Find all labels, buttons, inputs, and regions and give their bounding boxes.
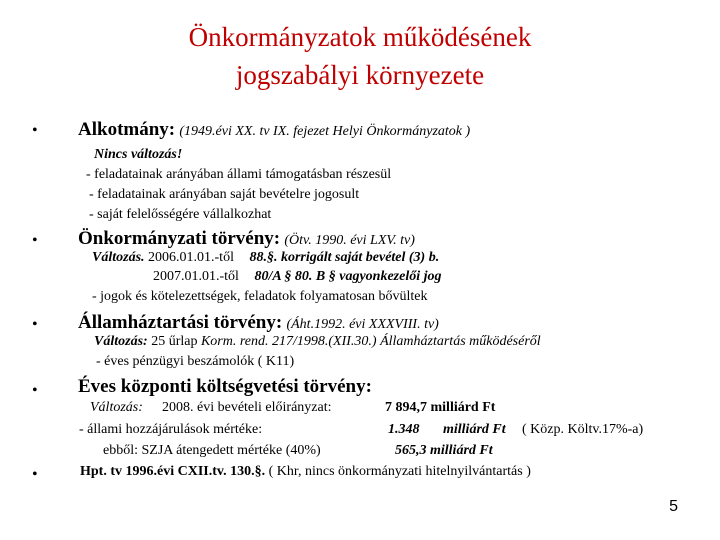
change-row	[94, 334, 541, 350]
section-hpt	[80, 464, 531, 480]
section-reference: (Ötv. 1990. évi LXV. tv)	[284, 233, 415, 248]
change-label-text: Változás:	[90, 400, 143, 415]
slide-title	[0, 18, 720, 94]
section-koltsegvetesi-torveny	[78, 376, 372, 398]
change-text: 25 űrlap	[151, 334, 198, 349]
change-label	[90, 400, 143, 416]
section-reference: (Áht.1992. évi XXXVIII. tv)	[286, 317, 439, 332]
bullet-dot: •	[32, 466, 38, 483]
row-label: - állami hozzájárulások mértéke:	[79, 422, 263, 437]
row-label: ebből: SZJA átengedett mértéke (40%)	[103, 443, 321, 458]
list-item: - feladatainak arányában saját bevételre jogosult	[89, 187, 360, 202]
no-change-note: Nincs változás!	[94, 147, 183, 162]
section-heading: Államháztartási törvény:	[78, 312, 283, 333]
section-reference: (1949.évi XX. tv IX. fejezet Helyi Önkormányzatok )	[179, 124, 471, 139]
change-text: 80/A § 80. B § vagyonkezelői jog	[254, 269, 442, 284]
section-onkormanyzati-torveny	[78, 228, 415, 250]
row-value: 1.348	[388, 422, 420, 437]
change-text: 88.§. korrigált saját bevétel (3) b.	[249, 250, 440, 265]
hpt-note: ( Khr, nincs önkormányzati hitelnyilvántartás )	[268, 464, 531, 479]
bullet-dot: •	[32, 232, 38, 249]
change-date: 2006.01.01.-től	[148, 250, 234, 265]
title-line-2: jogszabályi környezete	[235, 60, 485, 90]
section-heading: Önkormányzati törvény:	[78, 228, 281, 249]
list-item: - jogok és kötelezettségek, feladatok folyamatosan bővültek	[92, 289, 428, 304]
list-item: - éves pénzügyi beszámolók ( K11)	[96, 354, 295, 369]
row-unit: milliárd Ft	[443, 422, 506, 437]
bullet-dot: •	[32, 122, 38, 139]
change-label: Változás:	[94, 334, 148, 349]
change-date: 2007.01.01.-től	[153, 269, 239, 284]
change-label: Változás.	[92, 250, 145, 265]
change-row-1	[92, 250, 439, 266]
hpt-reference: Hpt. tv 1996.évi CXII.tv. 130.§.	[80, 464, 266, 479]
section-allamhaztartasi-torveny	[78, 312, 439, 334]
row-value: 565,3 milliárd Ft	[395, 443, 493, 458]
change-row-2	[153, 269, 442, 285]
section-heading: Éves központi költségvetési törvény:	[78, 376, 372, 397]
section-alkotmany	[78, 119, 470, 141]
page-number: 5	[669, 498, 678, 515]
list-item: - saját felelősségére vállalkozhat	[89, 207, 272, 222]
change-text: Korm. rend. 217/1998.(XII.30.) Államháztartás működéséről	[200, 334, 541, 349]
change-text: 2008. évi bevételi előirányzat:	[162, 400, 332, 415]
row-note: ( Közp. Költv.17%-a)	[522, 422, 644, 437]
bullet-dot: •	[32, 316, 38, 333]
title-line-1: Önkormányzatok működésének	[188, 22, 532, 52]
change-value: 7 894,7 milliárd Ft	[385, 400, 496, 415]
list-item: - feladatainak arányában állami támogatásban részesül	[86, 167, 392, 182]
section-heading: Alkotmány:	[78, 119, 176, 140]
bullet-dot: •	[32, 382, 38, 399]
